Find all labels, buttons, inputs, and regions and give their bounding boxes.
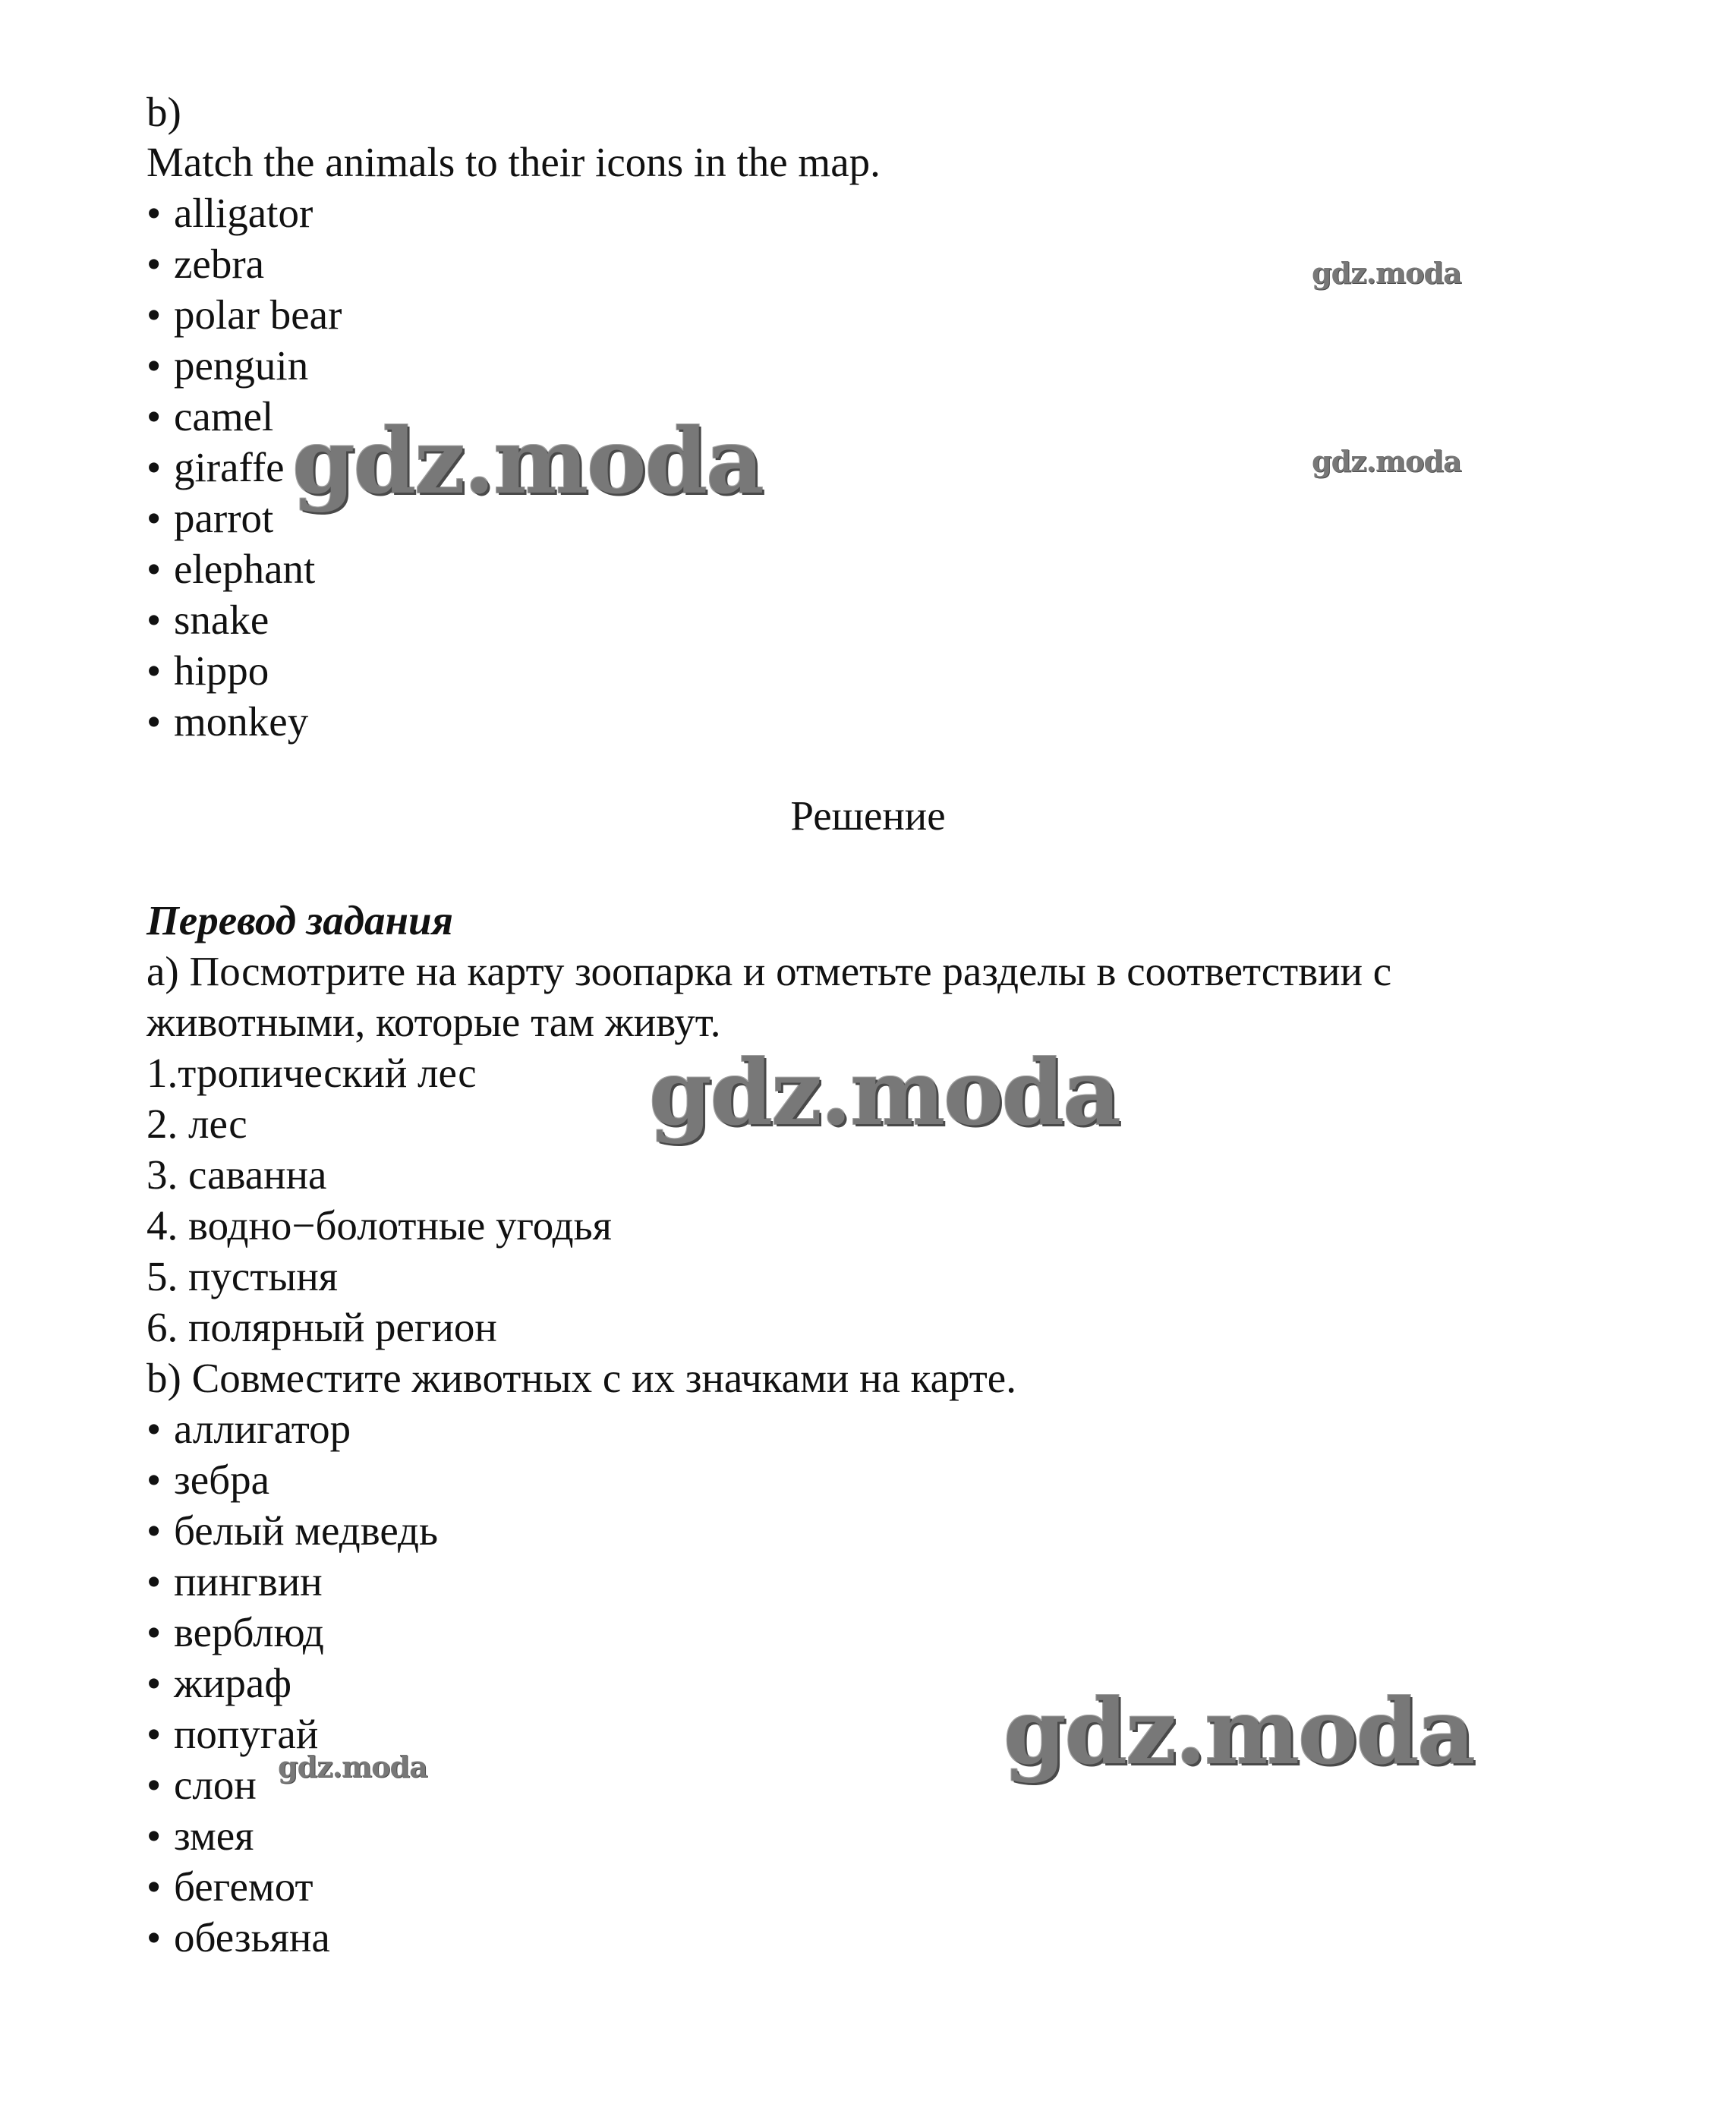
- animal-name: белый медведь: [174, 1507, 439, 1554]
- instruction-text: Match the animals to their icons in the map.: [147, 139, 881, 185]
- animal-name: жираф: [174, 1660, 291, 1706]
- section-item: 4. водно−болотные угодья: [147, 1202, 612, 1249]
- bullet: •: [147, 1711, 162, 1757]
- bullet: •: [147, 1762, 162, 1808]
- list-item: [147, 290, 342, 340]
- bullet: •: [147, 1558, 162, 1605]
- part-b-label: b): [147, 89, 181, 135]
- bullet: •: [147, 1609, 162, 1655]
- list-item: [147, 1709, 318, 1759]
- bullet: •: [147, 393, 162, 439]
- list-item: [147, 1658, 291, 1709]
- animal-name: змея: [174, 1813, 254, 1859]
- section-item: 3. саванна: [147, 1151, 327, 1198]
- watermark: gdz.moda: [292, 408, 763, 514]
- section-item: 6. полярный регион: [147, 1304, 497, 1350]
- list-item: [147, 188, 313, 238]
- bullet: •: [147, 647, 162, 694]
- list-item: [147, 595, 269, 645]
- watermark: gdz.moda: [1003, 1679, 1474, 1784]
- bullet: •: [147, 1660, 162, 1706]
- animal-name: hippo: [174, 647, 269, 694]
- list-item: [147, 239, 264, 289]
- solution-heading: Решение: [790, 792, 946, 839]
- list-item: [147, 392, 273, 442]
- animal-name: обезьяна: [174, 1914, 330, 1961]
- list-item: [147, 697, 308, 747]
- bullet: •: [147, 241, 162, 287]
- watermark: gdz.moda: [649, 1040, 1120, 1145]
- section-item: 5. пустыня: [147, 1253, 339, 1299]
- part-a-text-line2: животными, которые там живут.: [147, 999, 721, 1045]
- animal-name: giraffe: [174, 444, 285, 490]
- animal-name: верблюд: [174, 1609, 324, 1655]
- animal-name: penguin: [174, 342, 309, 389]
- watermark: gdz.moda: [278, 1750, 427, 1784]
- list-item: [147, 1913, 330, 1963]
- list-item: [147, 341, 308, 391]
- part-a-text-line1: a) Посмотрите на карту зоопарка и отметьте разделы в соответствии с: [147, 948, 1392, 994]
- bullet: •: [147, 1507, 162, 1554]
- bullet: •: [147, 1406, 162, 1452]
- bullet: •: [147, 597, 162, 643]
- animal-name: camel: [174, 393, 274, 439]
- animal-name: snake: [174, 597, 269, 643]
- bullet: •: [147, 291, 162, 338]
- animal-name: elephant: [174, 546, 316, 592]
- animal-name: аллигатор: [174, 1406, 351, 1452]
- bullet: •: [147, 1914, 162, 1961]
- bullet: •: [147, 698, 162, 745]
- bullet: •: [147, 444, 162, 490]
- bullet: •: [147, 342, 162, 389]
- animal-name: попугай: [174, 1711, 319, 1757]
- bullet: •: [147, 1813, 162, 1859]
- bullet: •: [147, 546, 162, 592]
- list-item: [147, 493, 273, 543]
- list-item: [147, 443, 285, 493]
- animal-name: зебра: [174, 1457, 270, 1503]
- list-item: [147, 1455, 269, 1505]
- list-item: [147, 1506, 438, 1556]
- list-item: [147, 1404, 351, 1454]
- list-item: [147, 1862, 313, 1912]
- bullet: •: [147, 190, 162, 236]
- list-item: [147, 1811, 254, 1861]
- animal-name: monkey: [174, 698, 309, 745]
- animal-name: бегемот: [174, 1863, 313, 1910]
- part-b-translation: b) Совместите животных с их значками на карте.: [147, 1355, 1016, 1401]
- animal-name: parrot: [174, 495, 274, 541]
- animal-name: пингвин: [174, 1558, 323, 1605]
- bullet: •: [147, 1863, 162, 1910]
- animal-name: слон: [174, 1762, 257, 1808]
- list-item: [147, 1760, 257, 1810]
- translation-heading: Перевод задания: [147, 897, 453, 943]
- bullet: •: [147, 495, 162, 541]
- list-item: [147, 1557, 323, 1607]
- animal-name: zebra: [174, 241, 265, 287]
- watermark: gdz.moda: [1312, 256, 1461, 290]
- list-item: [147, 646, 269, 696]
- section-item: 1.тропический лес: [147, 1050, 477, 1096]
- section-item: 2. лес: [147, 1101, 247, 1147]
- list-item: [147, 544, 315, 594]
- list-item: [147, 1608, 324, 1658]
- watermark: gdz.moda: [1312, 444, 1461, 478]
- bullet: •: [147, 1457, 162, 1503]
- animal-name: alligator: [174, 190, 313, 236]
- animal-name: polar bear: [174, 291, 342, 338]
